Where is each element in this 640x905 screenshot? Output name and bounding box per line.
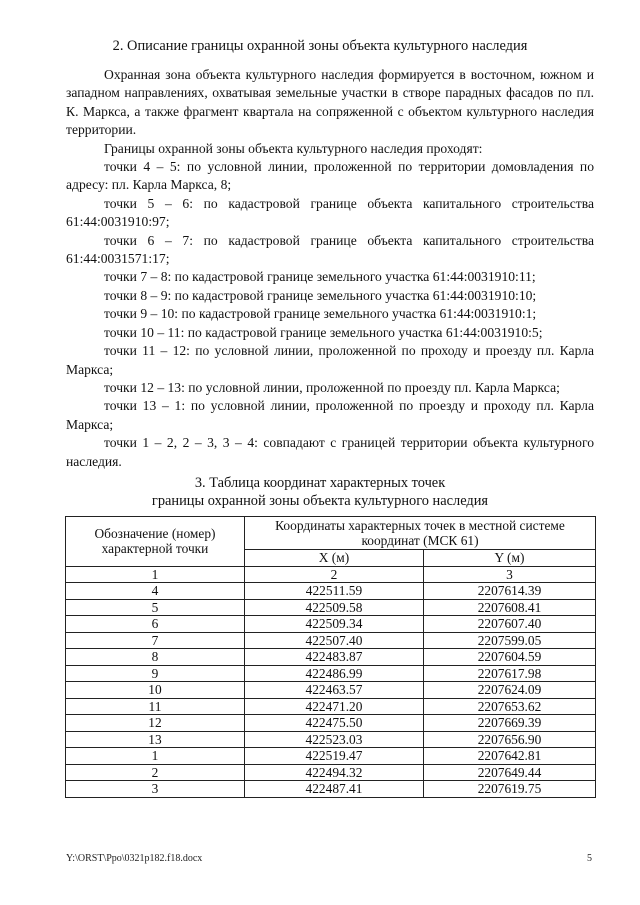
table-row xyxy=(66,748,596,765)
body-paragraph: точки 1 – 2, 2 – 3, 3 – 4: совпадают с границей территории объекта культурного наследия. xyxy=(66,435,594,469)
y-coordinate-cell: 2207624.09 xyxy=(424,682,596,699)
table-row xyxy=(66,665,596,682)
column-number-3: 3 xyxy=(424,566,596,583)
coordinates-header: Координаты характерных точек в местной системе координат (МСК 61) xyxy=(245,517,596,550)
file-path: Y:\ORST\Рро\0321p182.f18.docx xyxy=(66,853,203,864)
page-number: 5 xyxy=(587,853,592,864)
point-number-cell: 3 xyxy=(66,781,245,798)
y-coordinate-cell: 2207649.44 xyxy=(424,764,596,781)
x-coordinate-cell: 422463.57 xyxy=(245,682,424,699)
point-number-cell: 7 xyxy=(66,632,245,649)
table-row xyxy=(66,616,596,633)
body-paragraph: точки 7 – 8: по кадастровой границе земельного участка 61:44:0031910:11; xyxy=(104,269,536,285)
point-number-cell: 10 xyxy=(66,682,245,699)
body-paragraph: точки 13 – 1: по условной линии, проложенной по проезду и проходу пл. Карла Маркса; xyxy=(66,398,594,432)
x-header: X (м) xyxy=(245,550,424,567)
body-paragraph: Границы охранной зоны объекта культурного наследия проходят: xyxy=(104,140,483,156)
body-paragraph: точки 4 – 5: по условной линии, проложенной по территории домовладения по адресу: пл. Карла Маркса, 8; xyxy=(66,159,594,193)
coordinates-table xyxy=(65,516,596,798)
point-number-cell: 2 xyxy=(66,764,245,781)
body-paragraph: точки 5 – 6: по кадастровой границе объекта капитального строительства 61:44:0031910:97; xyxy=(66,195,594,230)
table-row xyxy=(66,731,596,748)
body-paragraph: точки 11 – 12: по условной линии, проложенной по проходу и проезду пл. Карла Маркса; xyxy=(66,343,594,377)
body-paragraph: точки 10 – 11: по кадастровой границе земельного участка 61:44:0031910:5; xyxy=(104,324,543,340)
table-row xyxy=(66,632,596,649)
table-row xyxy=(66,764,596,781)
x-coordinate-cell: 422471.20 xyxy=(245,698,424,715)
table-row xyxy=(66,781,596,798)
body-paragraph: точки 12 – 13: по условной линии, проложенной по проезду пл. Карла Маркса; xyxy=(104,379,560,395)
table-row xyxy=(66,682,596,699)
section-3-title-line-1: 3. Таблица координат характерных точек xyxy=(194,475,446,491)
y-coordinate-cell: 2207669.39 xyxy=(424,715,596,732)
column-number-1: 1 xyxy=(66,566,245,583)
x-coordinate-cell: 422519.47 xyxy=(245,748,424,765)
point-number-cell: 13 xyxy=(66,731,245,748)
x-coordinate-cell: 422483.87 xyxy=(245,649,424,666)
table-row xyxy=(66,583,596,600)
table-row xyxy=(66,649,596,666)
y-coordinate-cell: 2207604.59 xyxy=(424,649,596,666)
y-coordinate-cell: 2207608.41 xyxy=(424,599,596,616)
x-coordinate-cell: 422509.34 xyxy=(245,616,424,633)
x-coordinate-cell: 422486.99 xyxy=(245,665,424,682)
x-coordinate-cell: 422507.40 xyxy=(245,632,424,649)
table-row xyxy=(66,599,596,616)
y-header: Y (м) xyxy=(424,550,596,567)
x-coordinate-cell: 422511.59 xyxy=(245,583,424,600)
table-row xyxy=(66,715,596,732)
y-coordinate-cell: 2207619.75 xyxy=(424,781,596,798)
body-paragraph: точки 8 – 9: по кадастровой границе земельного участка 61:44:0031910:10; xyxy=(104,287,537,303)
section-2-title: 2. Описание границы охранной зоны объекта культурного наследия xyxy=(112,38,528,54)
point-number-cell: 4 xyxy=(66,583,245,600)
point-number-header: Обозначение (номер) характерной точки xyxy=(66,517,245,567)
section-3-title-line-2: границы охранной зоны объекта культурного наследия xyxy=(151,493,489,509)
point-number-cell: 1 xyxy=(66,748,245,765)
point-number-cell: 9 xyxy=(66,665,245,682)
y-coordinate-cell: 2207599.05 xyxy=(424,632,596,649)
section-3-title xyxy=(0,474,640,510)
point-number-cell: 8 xyxy=(66,649,245,666)
point-number-cell: 11 xyxy=(66,698,245,715)
y-coordinate-cell: 2207653.62 xyxy=(424,698,596,715)
y-coordinate-cell: 2207617.98 xyxy=(424,665,596,682)
y-coordinate-cell: 2207642.81 xyxy=(424,748,596,765)
body-paragraph: точки 9 – 10: по кадастровой границе земельного участка 61:44:0031910:1; xyxy=(104,306,537,322)
x-coordinate-cell: 422475.50 xyxy=(245,715,424,732)
column-number-2: 2 xyxy=(245,566,424,583)
section-2-body xyxy=(66,66,594,471)
x-coordinate-cell: 422487.41 xyxy=(245,781,424,798)
point-number-cell: 12 xyxy=(66,715,245,732)
y-coordinate-cell: 2207607.40 xyxy=(424,616,596,633)
point-number-cell: 5 xyxy=(66,599,245,616)
x-coordinate-cell: 422523.03 xyxy=(245,731,424,748)
y-coordinate-cell: 2207614.39 xyxy=(424,583,596,600)
body-paragraph: точки 6 – 7: по кадастровой границе объекта капитального строительства 61:44:0031571:17; xyxy=(66,232,594,267)
table-row xyxy=(66,698,596,715)
body-paragraph: Охранная зона объекта культурного наследия формируется в восточном, южном и западном направлениях, охватывая земельные участки в створе парадных фасадов по пл. К. Маркса, а также фрагмент квартала на сопряженной с объектом культурного наследия территории. xyxy=(66,67,594,138)
x-coordinate-cell: 422494.32 xyxy=(245,764,424,781)
point-number-cell: 6 xyxy=(66,616,245,633)
y-coordinate-cell: 2207656.90 xyxy=(424,731,596,748)
x-coordinate-cell: 422509.58 xyxy=(245,599,424,616)
